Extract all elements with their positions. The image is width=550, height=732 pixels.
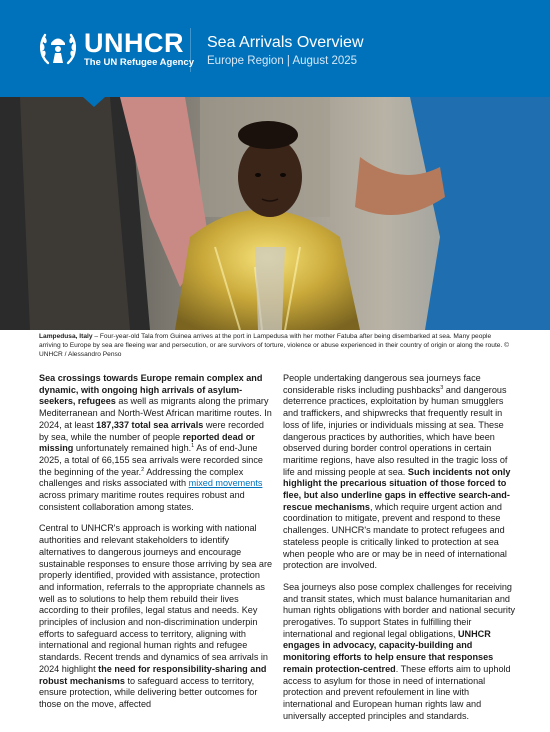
caption-text: – Four-year-old Tala from Guinea arrives at the port in Lampedusa with her mother Fatuba after being disembarked at sea. Many people arriving to Europe by sea are fleeing war and persecution, or are survivors of torture, violence or abuse experienced in their country of origin or along the route. © UNHCR / Alessandro Penso — [39, 333, 509, 358]
total-arrivals-stat: 187,337 total sea arrivals — [96, 419, 204, 430]
sar-gaps-emphasis: Such incidents not only highlight the precarious situation of those forced to flee, but also underline gaps in effective search-and-rescue mechanisms — [283, 466, 511, 512]
text-run: to safeguard access to territory, ensure protection, while delivering better outcomes for those on the move, affected — [39, 675, 258, 709]
text-run: People undertaking dangerous sea journeys face considerable risks including pushbacks — [283, 373, 481, 395]
org-tagline: The UN Refugee Agency — [84, 57, 194, 68]
page-subtitle: Europe Region | August 2025 — [207, 55, 358, 67]
photo-lampedusa-girl-icon — [0, 97, 550, 330]
advocacy-emphasis: UNHCR engages in advocacy, capacity-building and monitoring efforts to help ensure that responses remain protection-centred — [283, 628, 494, 674]
text-run: were recorded by sea, while the number of people — [39, 419, 264, 442]
intro-lead: Sea crossings towards Europe remain complex and dynamic, with ongoing high arrivals of asylum-seekers, refugees — [39, 373, 263, 407]
text-run: Sea journeys also pose complex challenges for receiving and transit states, which must balance humanitarian and human rights obligations with border and national security prerogatives. To support States in fulfilling their international and regional legal obligations, — [283, 581, 516, 639]
photo-caption — [39, 333, 511, 360]
page-title: Sea Arrivals Overview — [207, 34, 364, 51]
text-run: . These efforts aim to uphold access to asylum for those in need of international protection and prevent refoulement in line with international and European human rights law and universally accepted principles and standards. — [283, 663, 511, 721]
unhcr-emblem-icon — [38, 30, 78, 66]
report-header — [0, 0, 550, 97]
paragraph-challenges — [283, 582, 519, 722]
unhcr-logo — [38, 30, 194, 69]
body-column-right — [283, 373, 519, 732]
caption-place: Lampedusa, Italy — [39, 333, 93, 340]
text-run: across primary maritime routes requires robust and consistent collaboration among states. — [39, 490, 245, 512]
footnote-ref[interactable]: 2 — [141, 466, 145, 473]
org-name: UNHCR — [84, 28, 184, 58]
text-run: as well as migrants along the primary Mediterranean and North-West African maritime routes. In 2024, at least — [39, 396, 272, 430]
body-column-left — [39, 373, 275, 721]
text-run: unfortunately remained high. — [73, 443, 192, 454]
dead-missing-emphasis: reported dead or missing — [39, 431, 255, 454]
paragraph-risks — [283, 373, 519, 572]
responsibility-sharing-emphasis: the need for responsibility-sharing and robust mechanisms — [39, 663, 267, 686]
text-run: , which require urgent action and coordination to mitigate, prevent and respond to these challenges. UNHCR's mandate to protect refugees and stateless people is critically linked to protection at sea when people who are or may be in need of international protection are involved. — [283, 501, 507, 571]
footnote-ref[interactable]: 3 — [440, 384, 444, 391]
paragraph-intro — [39, 373, 275, 513]
header-notch — [83, 97, 105, 107]
mixed-movements-link[interactable]: mixed movements — [188, 478, 263, 489]
paragraph-approach — [39, 523, 275, 710]
text-run: and dangerous deterrence practices, exploitation by human smugglers and traffickers, and shipwrecks that frequently result in loss of life, injuries or individuals missing at sea. These dangerous practices by authorities, which have been observed during border control operations in certain maritime regions, have also resulted in the tragic loss of life and missing people at sea. — [283, 384, 508, 477]
text-run: As of end-June 2025, a total of 66,155 sea arrivals were recorded since the beginning of the year. — [39, 443, 263, 477]
footnote-ref[interactable]: 1 — [191, 443, 195, 450]
header-divider — [190, 28, 191, 72]
cover-photo — [0, 97, 550, 330]
text-run: Central to UNHCR's approach is working with national authorities and relevant stakeholders to identify alternatives to dangerous journeys and encourage sustainable responses to ensure those arriving by sea are properly identified, provided with assistance, protection and information, referrals to the appropriate channels as well as to solutions to help them rebuild their lives according to their profiles, legal status and needs. Key principles of inclusion and non-discrimination underpin efforts to safeguard access to territory, aligning with international and regional human rights and refugee standards. Recent trends and dynamics of sea arrivals in 2024 highlight — [39, 523, 273, 674]
text-run: Addressing the complex challenges and risks associated with — [39, 466, 244, 489]
